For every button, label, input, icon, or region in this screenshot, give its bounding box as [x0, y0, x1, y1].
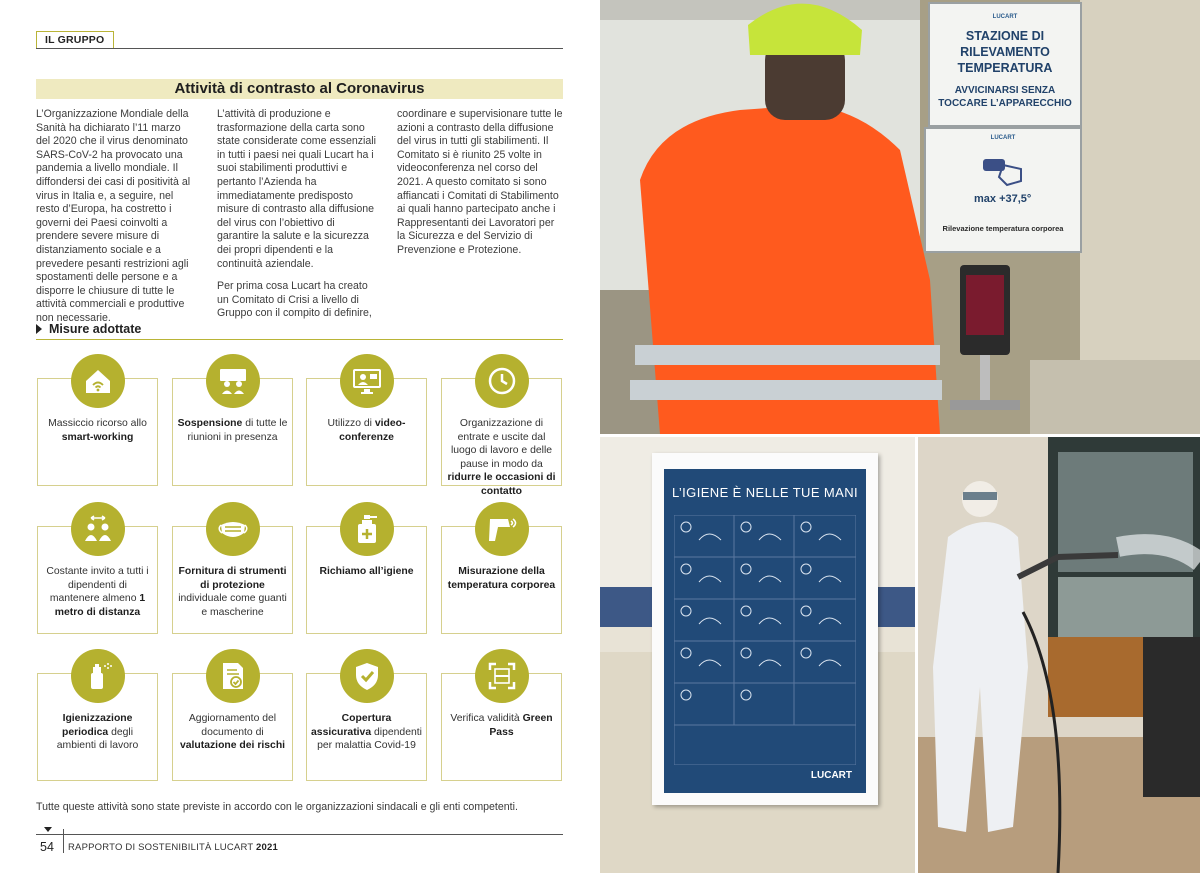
- page-title: Attività di contrasto al Coronavirus: [36, 79, 563, 99]
- sanitizer-icon: [351, 513, 383, 545]
- measure-text-bold: Richiamo all’igiene: [319, 566, 414, 577]
- document-check-badge: [206, 649, 260, 703]
- video-conference-badge: [340, 354, 394, 408]
- measure-text: [311, 712, 422, 753]
- measures-heading-text: Misure adottate: [49, 322, 142, 336]
- measure-text-bold: Copertura assicurativa: [311, 713, 392, 738]
- measure-text: [446, 565, 557, 592]
- spray-badge: [71, 649, 125, 703]
- report-title: [68, 842, 278, 853]
- measure-text-bold: valutazione dei rischi: [179, 740, 286, 752]
- home-wifi-icon: [82, 365, 114, 397]
- distance-icon: [82, 513, 114, 545]
- measure-text: [311, 565, 422, 579]
- measure-text-regular: individuale come guanti e mascherine: [178, 593, 287, 618]
- text-column-3: [397, 108, 563, 267]
- footer-rule: [36, 834, 563, 835]
- mask-icon: [217, 513, 249, 545]
- measure-text-bold: Sospensione: [177, 418, 243, 429]
- measure-text-bold: Fornitura di strumenti di protezione: [178, 566, 287, 591]
- temperature-label: Rilevazione temperatura corporea: [942, 224, 1064, 233]
- measure-text-bold: smart-working: [61, 431, 134, 443]
- shield-check-icon: [351, 660, 383, 692]
- measure-text: [42, 565, 153, 619]
- triangle-bullet-icon: [36, 324, 42, 334]
- shield-check-badge: [340, 649, 394, 703]
- measure-text: [42, 712, 153, 753]
- footer-arrow-icon: [44, 827, 52, 832]
- photo-scene-sanitizing: [918, 437, 1200, 873]
- temperature-station-sign: [928, 2, 1082, 127]
- clock-icon: [486, 365, 518, 397]
- mask-badge: [206, 502, 260, 556]
- measure-text: [177, 565, 288, 619]
- spray-icon: [82, 660, 114, 692]
- measure-text-bold: video-conferenze: [339, 418, 406, 443]
- handwash-steps-illustration: [674, 515, 856, 765]
- sign-subtitle: AVVICINARSI SENZA TOCCARE L’APPARECCHIO: [938, 85, 1072, 109]
- footer-note: Tutte queste attività sono state previste in accordo con le organizzazioni sindacali e gli enti competenti.: [36, 801, 518, 813]
- meeting-badge: [206, 354, 260, 408]
- measure-text-regular: Organizzazione di entrate e uscite dal luogo di lavoro e delle pause in modo da: [450, 418, 553, 470]
- measure-text-regular: Aggiornamento del documento di: [188, 713, 277, 738]
- paragraph: L’attività di produzione e trasformazione della carta sono state considerate come essenziali in tutti i paesi nei quali Lucart ha i suoi stabilimenti produttivi e pertanto l’Azienda ha immediatamente predisposto misure di contrasto alla diffusione del virus con l’obiettivo di garantire la salute e la sicurezza dei propri dipendenti e la continuità aziendale.: [217, 108, 376, 270]
- temperature-limit-sign: [924, 127, 1082, 253]
- photo-hygiene-poster: [600, 437, 915, 873]
- measure-text: [42, 417, 153, 444]
- text-column-2: [217, 108, 379, 330]
- max-temperature-value: max +37,5°: [974, 193, 1032, 205]
- poster-title: L’IGIENE È NELLE TUE MANI: [671, 485, 859, 500]
- meeting-icon: [217, 365, 249, 397]
- report-year: 2021: [256, 842, 278, 853]
- measure-text-regular: Verifica validità: [450, 713, 520, 724]
- paragraph: Per prima cosa Lucart ha creato un Comitato di Crisi a livello di Gruppo con il compito di definire,: [217, 280, 372, 320]
- poster-logo: LUCART: [810, 770, 852, 781]
- measure-text: [446, 417, 557, 499]
- measure-text-regular: Massiccio ricorso allo: [48, 418, 147, 429]
- poster-panel: [664, 469, 866, 793]
- report-title-text: RAPPORTO DI SOSTENIBILITÀ LUCART: [68, 842, 254, 853]
- document-check-icon: [217, 660, 249, 692]
- measure-text: [177, 712, 288, 753]
- measure-text-regular: dipendenti per malattia Covid-19: [317, 726, 422, 752]
- qr-scan-icon: [486, 660, 518, 692]
- measure-text-regular: di tutte le riunioni in presenza: [187, 418, 288, 443]
- hand-thermometer-icon: [981, 151, 1025, 191]
- footer-separator: [63, 829, 64, 853]
- section-label: IL GRUPPO: [36, 31, 114, 49]
- qr-scan-badge: [475, 649, 529, 703]
- measure-text-bold: Igienizzazione periodica: [61, 713, 133, 738]
- thermometer-gun-icon: [486, 513, 518, 545]
- measure-text-regular: degli ambienti di lavoro: [56, 726, 139, 752]
- measure-text: [311, 417, 422, 444]
- thermometer-gun-badge: [475, 502, 529, 556]
- measure-text-bold: Misurazione della temperatura corporea: [447, 566, 556, 591]
- sanitizer-badge: [340, 502, 394, 556]
- measure-text: [177, 417, 288, 444]
- measure-text-bold: 1 metro di distanza: [54, 593, 146, 618]
- sign-logo: LUCART: [990, 135, 1016, 141]
- measure-text-bold: ridurre le occasioni di contatto: [447, 472, 556, 497]
- measure-text-regular: Utilizzo di: [327, 418, 372, 429]
- header-rule: [36, 48, 563, 49]
- distance-badge: [71, 502, 125, 556]
- sign-title: STAZIONE DI RILEVAMENTO TEMPERATURA: [957, 29, 1053, 75]
- measure-text: [446, 712, 557, 739]
- home-wifi-badge: [71, 354, 125, 408]
- measures-rule: [36, 339, 563, 340]
- photo-scene-top: [600, 0, 1200, 434]
- hygiene-poster: [652, 453, 878, 805]
- video-conference-icon: [351, 365, 383, 397]
- text-column-1: [36, 108, 196, 335]
- page-number: 54: [40, 840, 54, 854]
- paragraph: L’Organizzazione Mondiale della Sanità ha dichiarato l’11 marzo del 2020 che il virus denominato SARS-CoV-2 ha provocato una pandemia a livello mondiale. Il diffondersi dei casi di positività al virus in Italia e, a seguire, nel resto d’Europa, ha costretto i governi dei Paesi coinvolti a prendere severe misure di distanziamento sociale e a prevedere pesanti restrizioni agli spostamenti delle persone e a disporre le chiusure di tutte le attività commerciali e produttive non necessarie.: [36, 108, 191, 324]
- photo-sanitizing-worker: [918, 437, 1200, 873]
- measure-text-bold: Green Pass: [489, 713, 553, 738]
- sign-logo: LUCART: [992, 14, 1018, 20]
- paragraph: coordinare e supervisionare tutte le azioni a contrasto della diffusione del virus in tutti gli stabilimenti. Il Comitato si è riunito 25 volte in videoconferenza nel corso del 2021. A questo comitato si sono affiancati i Comitati di Stabilimento ai quali hanno partecipato anche i Rappresentanti dei Lavoratori per la Sicurezza e del Servizio di Prevenzione e Protezione.: [397, 108, 563, 256]
- photo-temperature-station: [600, 0, 1200, 434]
- clock-badge: [475, 354, 529, 408]
- measure-text-regular: Costante invito a tutti i dipendenti di mantenere almeno: [46, 566, 149, 605]
- measures-heading: [36, 322, 141, 336]
